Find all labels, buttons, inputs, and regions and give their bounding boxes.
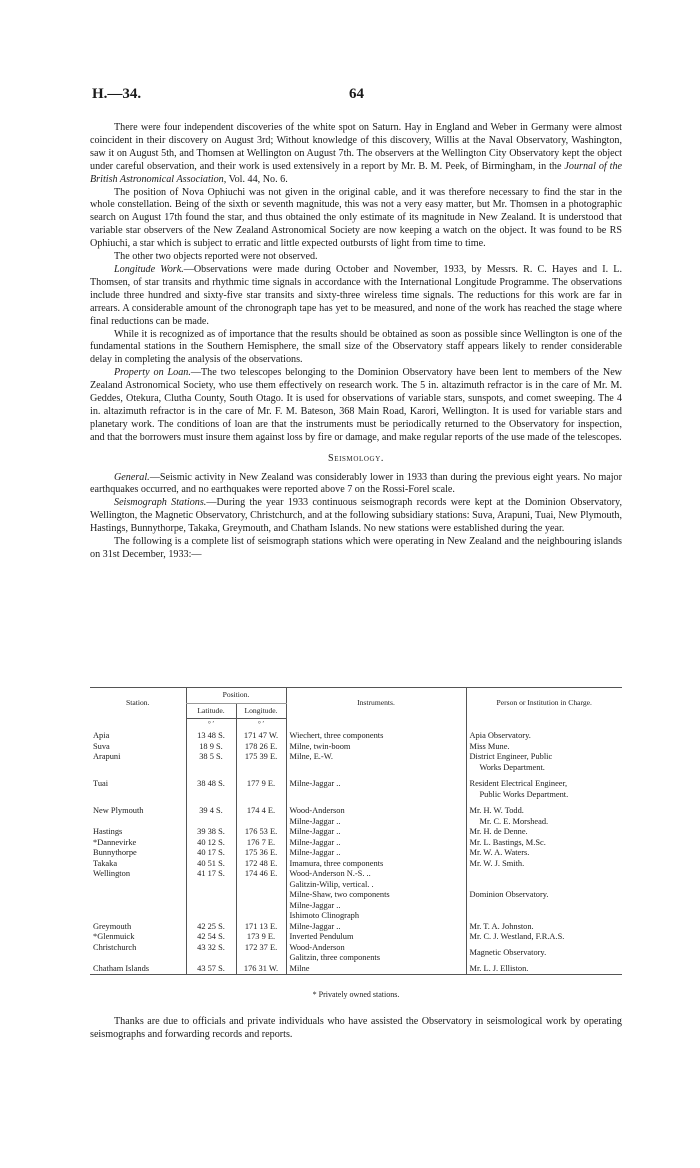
col-position: Position. <box>186 688 286 704</box>
instrument-line: Imamura, three components <box>289 858 384 868</box>
station-name: New Plymouth <box>93 806 144 815</box>
lon-units: ° ′ <box>236 719 286 732</box>
station-latitude: 38 5 S. <box>186 752 236 773</box>
paragraph-other-objects: The other two objects reported were not observed. <box>114 251 318 263</box>
station-longitude: 172 48 E. <box>236 859 286 870</box>
person-line: Magnetic Observatory. <box>469 947 547 957</box>
instrument-line: Wood-Anderson <box>289 806 345 815</box>
table-row <box>90 848 622 859</box>
table-footnote: * Privately owned stations. <box>312 990 400 999</box>
station-person <box>466 932 622 943</box>
station-latitude: 41 17 S. <box>186 869 236 922</box>
station-name: Arapuni <box>93 752 121 761</box>
person-line: Mr. H. W. Todd. <box>469 806 524 815</box>
station-name: Takaka <box>93 858 118 868</box>
station-instruments <box>286 848 466 859</box>
person-line: Mr. W. J. Smith. <box>469 858 525 868</box>
station-person <box>466 752 622 773</box>
station-instruments <box>286 742 466 753</box>
person-line: Mr. T. A. Johnston. <box>469 921 534 931</box>
station-instruments <box>286 779 466 800</box>
station-instruments <box>286 859 466 870</box>
general-heading: General. <box>114 471 150 483</box>
station-latitude: 13 48 S. <box>186 731 236 742</box>
lat-units: ° ′ <box>186 719 236 732</box>
paragraph-list-intro: The following is a complete list of seismograph stations which were operating in New Zealand and the neighbouring islands on 31st December, 1933:— <box>90 536 622 560</box>
instrument-line: Milne, twin-boom <box>289 741 351 751</box>
station-longitude: 176 53 E. <box>236 827 286 838</box>
station-longitude: 176 7 E. <box>236 838 286 849</box>
stations-table <box>90 687 622 975</box>
col-longitude: Longitude. <box>236 703 286 719</box>
station-name: *Glenmuick <box>93 932 135 941</box>
person-line: Dominion Observatory. <box>469 890 549 899</box>
station-instruments <box>286 932 466 943</box>
person-line: Public Works Department. <box>479 789 569 799</box>
table-row <box>90 779 622 800</box>
station-person <box>466 848 622 859</box>
table-row <box>90 827 622 838</box>
instrument-line: Inverted Pendulum <box>289 932 354 941</box>
station-latitude: 42 25 S. <box>186 922 236 933</box>
body-text <box>90 122 622 562</box>
station-latitude: 40 17 S. <box>186 848 236 859</box>
instrument-line: Wood-Anderson N.-S. .. <box>289 869 371 878</box>
station-latitude: 39 4 S. <box>186 806 236 827</box>
person-line: Apia Observatory. <box>469 731 531 740</box>
station-name: Greymouth <box>93 921 132 931</box>
longitude-heading: Longitude Work. <box>114 263 184 275</box>
station-person <box>466 859 622 870</box>
paragraph-stations: Seismograph Stations.—During the year 1933 continuous seismograph records were kept at the Dominion Observatory, Wellington, the Magnetic Observatory, Christchurch, and at the following subsidiary stations: Suva, Arapuni, Tuai, New Plymouth, Hastings, Bunnythorpe, Takaka, Greymouth, and Chatham Islands. No new stations were established during the year. <box>90 497 622 535</box>
closing-paragraph: Thanks are due to officials and private individuals who have assisted the Observatory in seismological work by operating seismographs and forwarding records and reports. <box>90 1016 622 1040</box>
paragraph-longitude-2: While it is recognized as of importance that the results should be obtained as soon as possible since Wellington is one of the fundamental stations in the Southern Hemisphere, the small size of the Observatory staff appears likely to render considerable delay in completing the analysis of the observations. <box>90 328 622 366</box>
station-instruments <box>286 731 466 742</box>
station-instruments <box>286 827 466 838</box>
station-person <box>466 869 622 922</box>
paragraph-general: General.—Seismic activity in New Zealand was considerably lower in 1933 than during the previous eight years. No major earthquakes occurred, and no earthquakes were reported above 7 on the Rossi-Forel scale. <box>90 471 622 496</box>
station-name: Chatham Islands <box>90 964 186 975</box>
station-longitude: 178 26 E. <box>236 742 286 753</box>
journal-title: Journal of the British Astronomical Association <box>90 160 623 185</box>
station-instruments <box>286 869 466 922</box>
table-row <box>90 932 622 943</box>
person-line: District Engineer, Public <box>469 752 553 761</box>
station-longitude: 175 39 E. <box>236 752 286 773</box>
station-longitude: 176 31 W. <box>236 964 286 975</box>
station-instruments <box>286 964 466 975</box>
instrument-line: Ishimoto Clinograph <box>289 911 360 920</box>
person-line: Miss Mune. <box>469 741 510 751</box>
instrument-line: Milne-Jaggar .. <box>289 779 341 788</box>
station-name: Apia <box>93 731 110 740</box>
instrument-line: Milne, E.-W. <box>289 752 333 761</box>
property-heading: Property on Loan. <box>114 367 191 379</box>
station-latitude: 43 57 S. <box>186 964 236 975</box>
paragraph-longitude: Longitude Work.—Observations were made during October and November, 1933, by Messrs. R. C. Hayes and I. L. Thomsen, of star transits and rhythmic time signals in accordance with the International Longitude Programme. The observations include three hundred and sixty-five star transits and sixty-three wireless time signals. The reductions for this work are far in arrears. A considerable amount of the chronograph tape has yet to be measured, and none of the work has reached the stage where final reductions can be made. <box>90 263 622 327</box>
station-person <box>466 827 622 838</box>
station-person <box>466 943 622 964</box>
paragraph-nova: The position of Nova Ophiuchi was not given in the original cable, and it was therefore necessary to find the star in the whole constellation. Being of the sixth or seventh magnitude, this was not a very easy matter, but Mr. Thomsen in a photographic search on August 17th found the star, and thus obtained the only estimate of its magnitude in New Zealand. It is understood that variable star observers of the New Zealand Astronomical Society are now keeping a watch on the object. It was found to be RS Ophiuchi, a star which is subject to erratic and little expected outbursts of light from time to time. <box>90 186 622 250</box>
instrument-line: Milne-Jaggar .. <box>289 921 341 931</box>
person-line: Mr. W. A. Waters. <box>469 848 530 857</box>
table-row <box>90 752 622 773</box>
paragraph-property: Property on Loan.—The two telescopes belonging to the Dominion Observatory have been lent to members of the New Zealand Astronomical Society, who use them effectively on research work. The 5 in. altazimuth refractor is in the care of Mr. M. Geddes, Otekura, Clutha County, South Otago. It is used for observations of variable stars, sunspots, and comet sweeping. The 4 in. altazimuth refractor is in the care of Mr. F. M. Bateson, 368 Main Road, Karori, Wellington. It is used for variable stars and planetary work. The conditions of loan are that the instruments must be periodically returned to the Observatory for inspection, and that the borrowers must insure them against loss by fire or damage, and make regular reports of the use made of the telescopes. <box>90 367 622 443</box>
station-longitude: 174 4 E. <box>236 806 286 827</box>
table-row <box>90 838 622 849</box>
table-row <box>90 731 622 742</box>
station-name: Bunnythorpe <box>93 848 137 857</box>
instrument-line: Galitzin, three components <box>289 953 380 962</box>
station-instruments <box>286 806 466 827</box>
station-name: Hastings <box>93 827 123 836</box>
station-person <box>466 922 622 933</box>
station-instruments <box>286 838 466 849</box>
station-person <box>466 964 622 975</box>
station-person <box>466 806 622 827</box>
station-latitude: 18 9 S. <box>186 742 236 753</box>
instrument-line: Milne-Jaggar .. <box>289 900 341 910</box>
station-name: Suva <box>93 741 110 751</box>
instrument-line: Milne-Jaggar .. <box>289 837 341 847</box>
station-name: Wellington <box>93 869 131 878</box>
col-instruments: Instruments. <box>286 688 466 719</box>
person-line: Mr. H. de Denne. <box>469 827 528 836</box>
station-latitude: 39 38 S. <box>186 827 236 838</box>
section-title: Seismology. <box>328 452 384 464</box>
instrument-line: Wood-Anderson <box>289 942 345 952</box>
station-longitude: 172 37 E. <box>236 943 286 964</box>
station-latitude: 40 12 S. <box>186 838 236 849</box>
station-instruments <box>286 922 466 933</box>
station-person <box>466 838 622 849</box>
instrument-line: Milne <box>289 963 310 973</box>
col-person: Person or Institution in Charge. <box>466 688 622 719</box>
table-row <box>90 859 622 870</box>
page-number: 64 <box>349 86 364 102</box>
station-longitude: 174 46 E. <box>236 869 286 922</box>
col-latitude: Latitude. <box>186 703 236 719</box>
table-row <box>90 943 622 964</box>
station-name: *Dannevirke <box>93 837 137 847</box>
table-row <box>90 964 622 975</box>
station-name: Christchurch <box>93 942 137 952</box>
person-line: Resident Electrical Engineer, <box>469 779 568 788</box>
station-person <box>466 742 622 753</box>
station-instruments <box>286 943 466 964</box>
person-line: Mr. C. E. Morshead. <box>479 816 549 826</box>
table-row <box>90 806 622 827</box>
station-latitude: 42 54 S. <box>186 932 236 943</box>
station-longitude: 173 9 E. <box>236 932 286 943</box>
person-line: Mr. L. J. Elliston. <box>469 963 529 973</box>
station-instruments <box>286 752 466 773</box>
instrument-line: Wiechert, three components <box>289 731 384 740</box>
instrument-line: Milne-Jaggar .. <box>289 827 341 836</box>
col-station: Station. <box>90 688 186 719</box>
station-longitude: 171 13 E. <box>236 922 286 933</box>
report-code: H.—34. <box>92 86 142 102</box>
person-line: Mr. C. J. Westland, F.R.A.S. <box>469 932 565 941</box>
station-name: Tuai <box>93 779 109 788</box>
stations-heading: Seismograph Stations. <box>114 497 207 509</box>
station-latitude: 43 32 S. <box>186 943 236 964</box>
station-longitude: 171 47 W. <box>236 731 286 742</box>
person-line: Works Department. <box>479 762 545 772</box>
instrument-line: Galitzin-Wilip, vertical. . <box>289 879 374 889</box>
paragraph-saturn: There were four independent discoveries of the white spot on Saturn. Hay in England and Weber in Germany were almost coincident in their discovery on August 3rd; Without knowledge of this discovery, Willis at the Naval Observatory, Washington, saw it on August 5th, and Thomsen at Wellington on August 7th. The observers at the Wellington City Observatory kept the object under careful observation, and their work is used extensively in a report by Mr. B. M. Peek, of Birmingham, in the Journal of the British Astronomical Association, Vol. 44, No. 6. <box>90 122 623 185</box>
station-longitude: 175 36 E. <box>236 848 286 859</box>
table-row <box>90 742 622 753</box>
instrument-line: Milne-Shaw, two components <box>289 890 390 899</box>
person-line: Mr. L. Bastings, M.Sc. <box>469 837 546 847</box>
table-row <box>90 869 622 922</box>
station-person <box>466 779 622 800</box>
table-row <box>90 922 622 933</box>
station-longitude: 177 9 E. <box>236 779 286 800</box>
station-latitude: 40 51 S. <box>186 859 236 870</box>
instrument-line: Milne-Jaggar .. <box>289 848 341 857</box>
station-person <box>466 731 622 742</box>
station-latitude: 38 48 S. <box>186 779 236 800</box>
instrument-line: Milne-Jaggar .. <box>289 816 341 826</box>
